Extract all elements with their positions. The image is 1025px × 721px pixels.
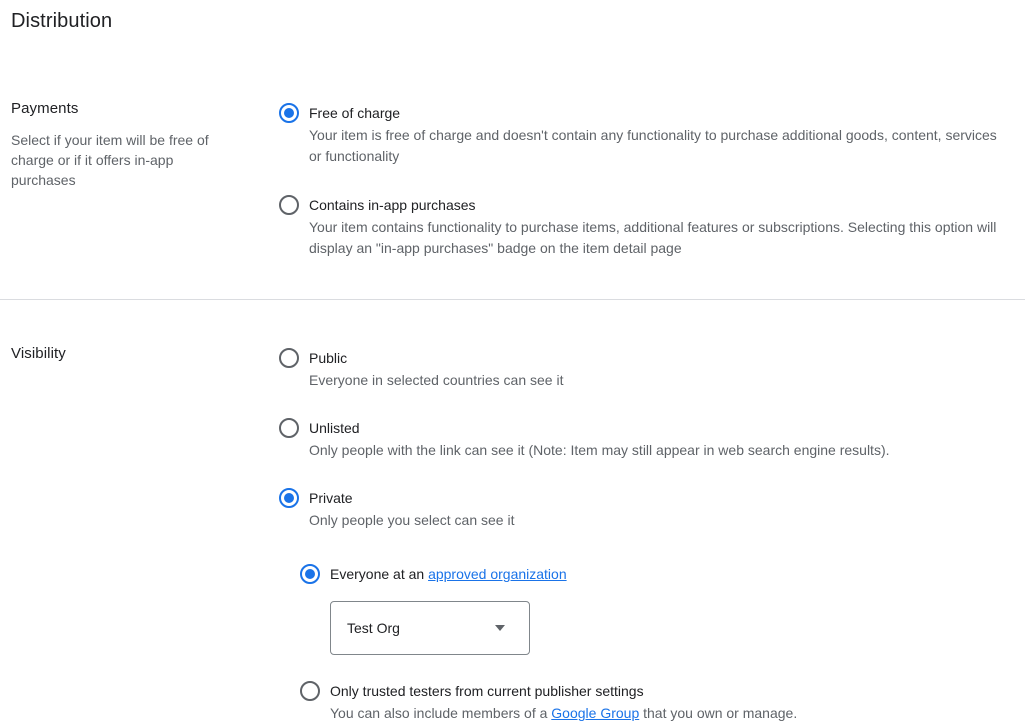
radio-icon[interactable] xyxy=(279,488,299,508)
radio-icon[interactable] xyxy=(300,681,320,701)
radio-option-label[interactable]: Private xyxy=(309,490,353,506)
visibility-options xyxy=(279,345,1025,721)
payments-description: Select if your item will be free of charge or if it offers in-app purchases xyxy=(11,132,209,188)
google-group-link[interactable]: Google Group xyxy=(551,705,640,721)
radio-icon[interactable] xyxy=(279,348,299,368)
visibility-section xyxy=(11,300,1025,721)
payments-left-column xyxy=(11,100,279,259)
page-title: Distribution xyxy=(11,10,113,32)
radio-option-label[interactable]: Public xyxy=(309,350,348,366)
radio-option-text xyxy=(330,681,797,721)
payments-section xyxy=(11,100,1025,259)
radio-icon[interactable] xyxy=(279,418,299,438)
radio-option-description: Only people with the link can see it (Note: Item may still appear in web search engine results). xyxy=(309,442,890,458)
radio-option-free-of-charge[interactable] xyxy=(279,103,1025,167)
radio-option-text xyxy=(309,418,890,461)
organization-select[interactable] xyxy=(330,601,530,655)
radio-option-in-app-purchases[interactable] xyxy=(279,195,1025,259)
radio-icon[interactable] xyxy=(279,195,299,215)
radio-option-description: Your item contains functionality to purchase items, additional features or subscriptions. Selecting this option will display an "in-app purchases" badge on the item detail page xyxy=(309,219,997,256)
radio-option-text xyxy=(309,348,563,391)
radio-option-text xyxy=(330,564,567,584)
visibility-heading: Visibility xyxy=(11,345,66,362)
organization-label-prefix: Everyone at an xyxy=(330,566,429,582)
radio-option-label[interactable] xyxy=(330,564,567,584)
organization-select-value: Test Org xyxy=(347,620,400,636)
radio-option-description: Your item is free of charge and doesn't contain any functionality to purchase additional goods, content, services or functionality xyxy=(309,127,997,164)
radio-option-description: Everyone in selected countries can see it xyxy=(309,372,564,388)
trusted-testers-desc-suffix: that you own or manage. xyxy=(639,705,798,721)
radio-option-text xyxy=(309,103,1009,167)
radio-option-label[interactable]: Only trusted testers from current publisher settings xyxy=(330,683,644,699)
radio-option-public[interactable] xyxy=(279,348,1025,391)
radio-icon[interactable] xyxy=(279,103,299,123)
radio-icon[interactable] xyxy=(300,564,320,584)
trusted-testers-desc-prefix: You can also include members of a xyxy=(330,705,552,721)
radio-option-description: Only people you select can see it xyxy=(309,512,515,528)
payments-heading: Payments xyxy=(11,100,79,117)
radio-option-description xyxy=(330,703,797,721)
payments-options xyxy=(279,100,1025,259)
radio-option-trusted-testers[interactable] xyxy=(300,681,1025,721)
radio-option-approved-organization[interactable] xyxy=(300,564,1025,584)
radio-option-label[interactable]: Unlisted xyxy=(309,420,360,436)
radio-option-unlisted[interactable] xyxy=(279,418,1025,461)
radio-option-label[interactable]: Free of charge xyxy=(309,105,401,121)
dropdown-arrow-icon xyxy=(495,625,505,631)
radio-option-label[interactable]: Contains in-app purchases xyxy=(309,197,476,213)
visibility-left-column xyxy=(11,345,279,721)
approved-organization-link[interactable]: approved organization xyxy=(428,566,567,582)
radio-option-text xyxy=(309,195,1009,259)
private-sub-options xyxy=(300,564,1025,721)
radio-option-text xyxy=(309,488,514,531)
radio-option-private[interactable] xyxy=(279,488,1025,531)
